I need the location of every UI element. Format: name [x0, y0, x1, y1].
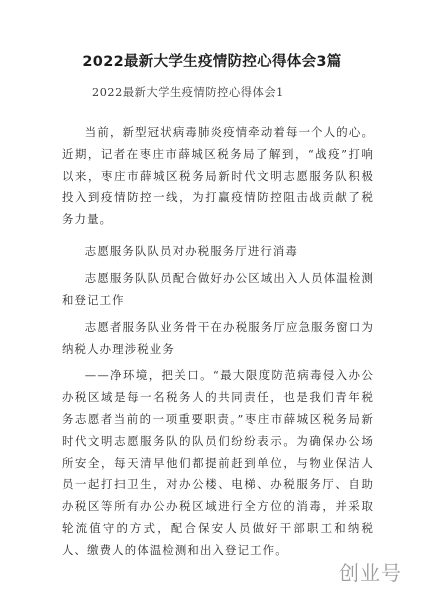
paragraph-caption-disinfection: 志愿服务队队员对办税服务厅进行消毒 — [84, 244, 298, 259]
paragraph-intro: 当前，新型冠状病毒肺炎疫情牵动着每一个人的心。近期，记者在枣庄市薛城区税务局了解到，“战疫”打响以来，枣庄市薛城区税务局新时代文明志愿服务队积极投入到疫情防控一线，为打赢疫情防控阻击战贡献了税务力量。 — [62, 125, 374, 227]
document-title: 2022最新大学生疫情防控心得体会3篇 — [82, 54, 342, 70]
paragraph-caption-temperature-check: 志愿服务队队员配合做好办公区域出入人员体温检测和登记工作 — [62, 271, 374, 308]
document-subtitle: 2022最新大学生疫情防控心得体会1 — [92, 86, 284, 99]
paragraph-environment: ——净环境，把关口。“最大限度防范病毒侵入办公办税区域是每一名税务人的共同责任，也是我们青年税务志愿者当前的一项重要职责。”枣庄市薛城区税务局新时代文明志愿服务队的队员们纷纷表示。为确保办公场所安全，每天清早他们都提前赶到单位，与物业保洁人员一起打扫卫生，对办公楼、电梯、办税服务厅、自助办税区等所有办公办税区域进行全方位的消毒，并采取轮流值守的方式，配合保安人员做好干部职工和纳税人、缴费人的体温检测和出入登记工作。 — [62, 368, 374, 557]
watermark-logo: 创业号 — [339, 561, 402, 585]
paragraph-caption-service-window: 志愿者服务队业务骨干在办税服务厅应急服务窗口为纳税人办理涉税业务 — [62, 319, 374, 356]
document-body — [62, 122, 374, 572]
